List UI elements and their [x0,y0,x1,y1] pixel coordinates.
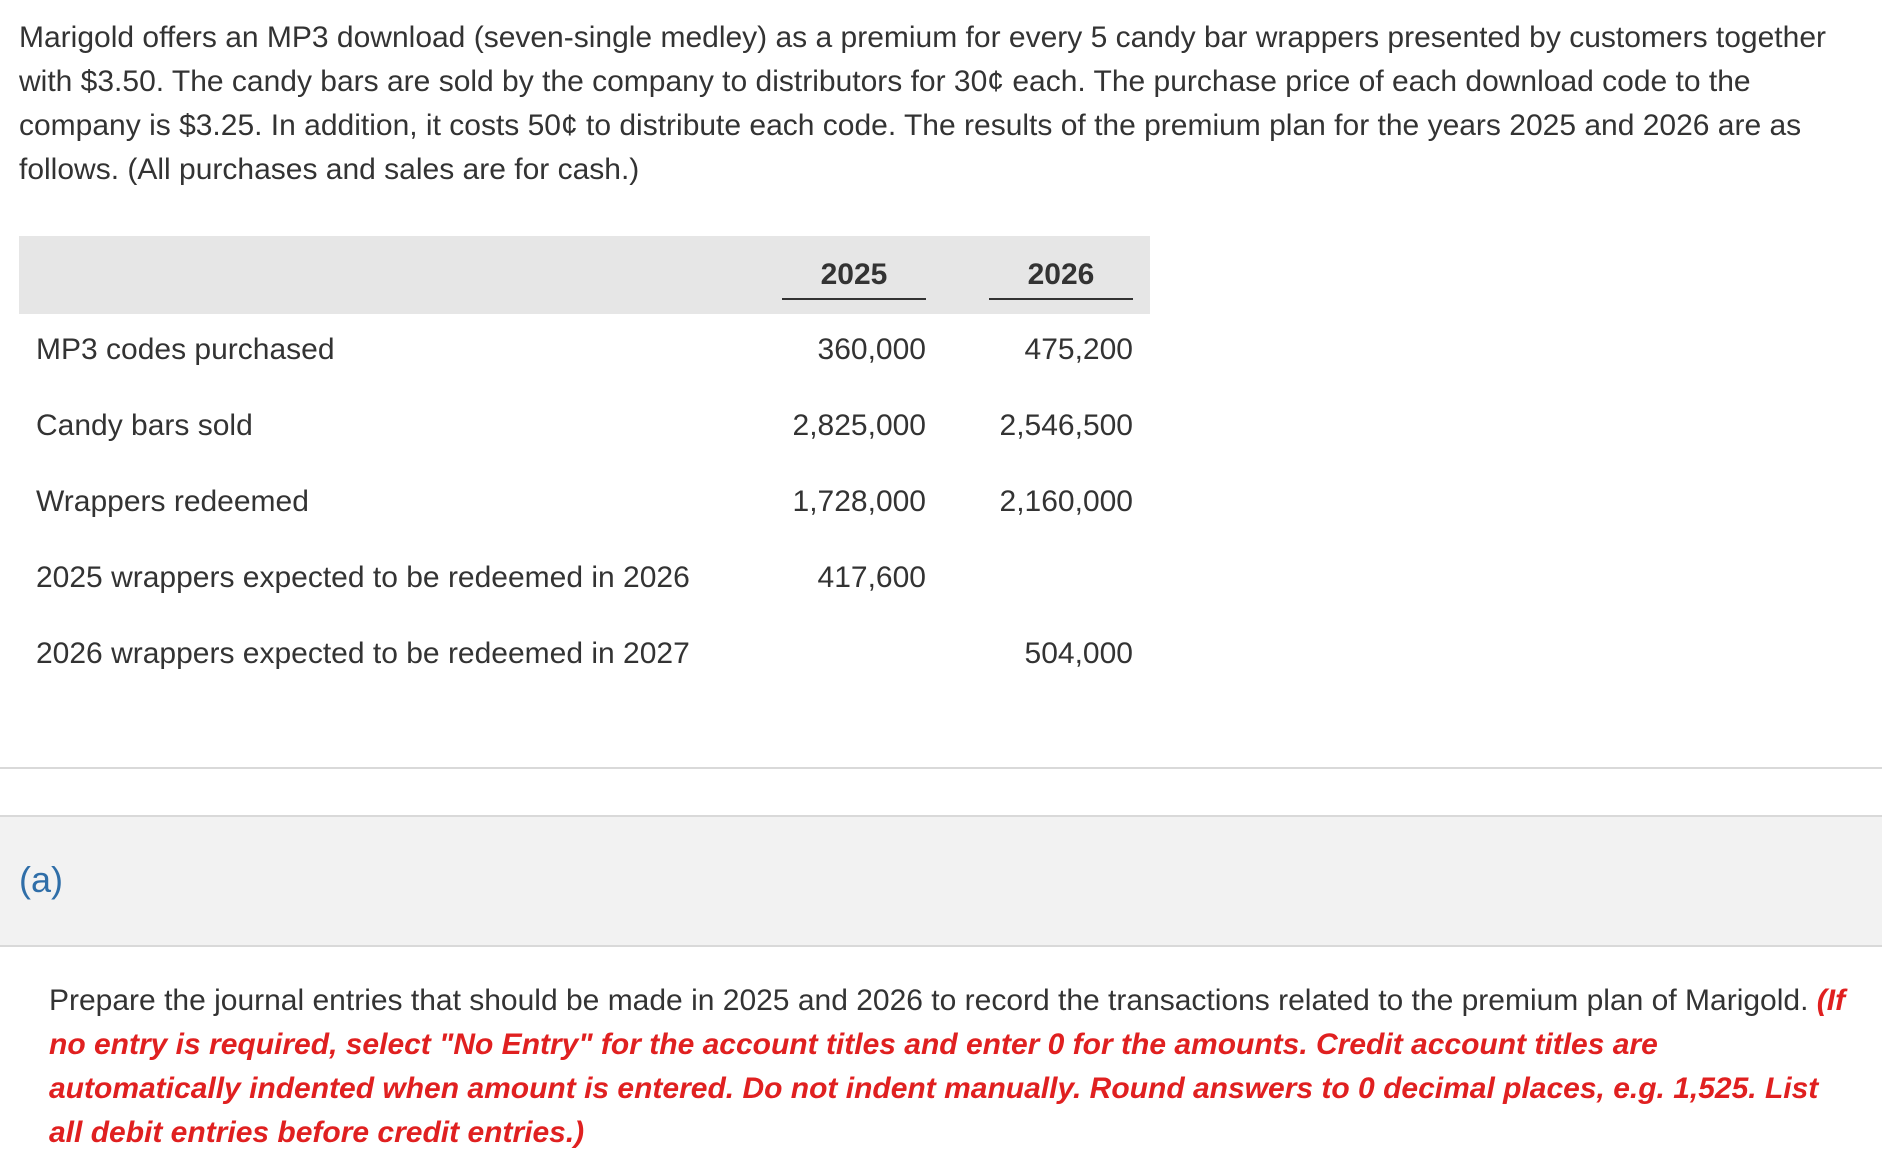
table-row [19,390,1150,466]
column-header-2025: 2025 [782,258,926,300]
table-row [19,466,1150,542]
premium-plan-table [19,236,1150,694]
cell-wrappers-redeemed-2025: 1,728,000 [792,485,926,518]
cell-candy-bars-2025: 2,825,000 [792,409,926,442]
row-label-wrappers-redeemed: Wrappers redeemed [36,485,309,518]
table-row [19,618,1150,694]
cell-mp3-codes-2026: 475,200 [1024,333,1133,366]
cell-wrappers-redeemed-2026: 2,160,000 [999,485,1133,518]
part-a-label: (a) [19,859,63,900]
section-divider [0,767,1882,769]
instructions-note: (If no entry is required, select "No Entry" for the account titles and enter 0 for the amounts. Credit account titles are automatically indented when amount is entered. Do not indent manually. Round answers to 0 decimal places, e.g. 1,525. List all debit entries before credit entries.) [49,984,1846,1149]
row-label-2025-wrappers-expected: 2025 wrappers expected to be redeemed in 2026 [36,561,690,594]
cell-2026-expected-2026: 504,000 [1024,637,1133,670]
cell-2025-expected-2025: 417,600 [817,561,926,594]
instructions-text: Prepare the journal entries that should be made in 2025 and 2026 to record the transactions related to the premium plan of Marigold. [49,984,1809,1017]
table-row [19,542,1150,618]
part-a-header [0,815,1882,947]
row-label-mp3-codes-purchased: MP3 codes purchased [36,333,335,366]
cell-mp3-codes-2025: 360,000 [817,333,926,366]
row-label-candy-bars-sold: Candy bars sold [36,409,253,442]
column-header-2026: 2026 [989,258,1133,300]
table-row [19,314,1150,390]
problem-statement: Marigold offers an MP3 download (seven-single medley) as a premium for every 5 candy bar wrappers presented by customers together with $3.50. The candy bars are sold by the company to distributors for 30¢ each. The purchase price of each download code to the company is $3.25. In addition, it costs 50¢ to distribute each code. The results of the premium plan for the years 2025 and 2026 are as follows. (All purchases and sales are for cash.) [19,21,1826,186]
table-header-row [19,236,1150,314]
cell-candy-bars-2026: 2,546,500 [999,409,1133,442]
instructions [49,979,1849,1155]
row-label-2026-wrappers-expected: 2026 wrappers expected to be redeemed in 2027 [36,637,690,670]
